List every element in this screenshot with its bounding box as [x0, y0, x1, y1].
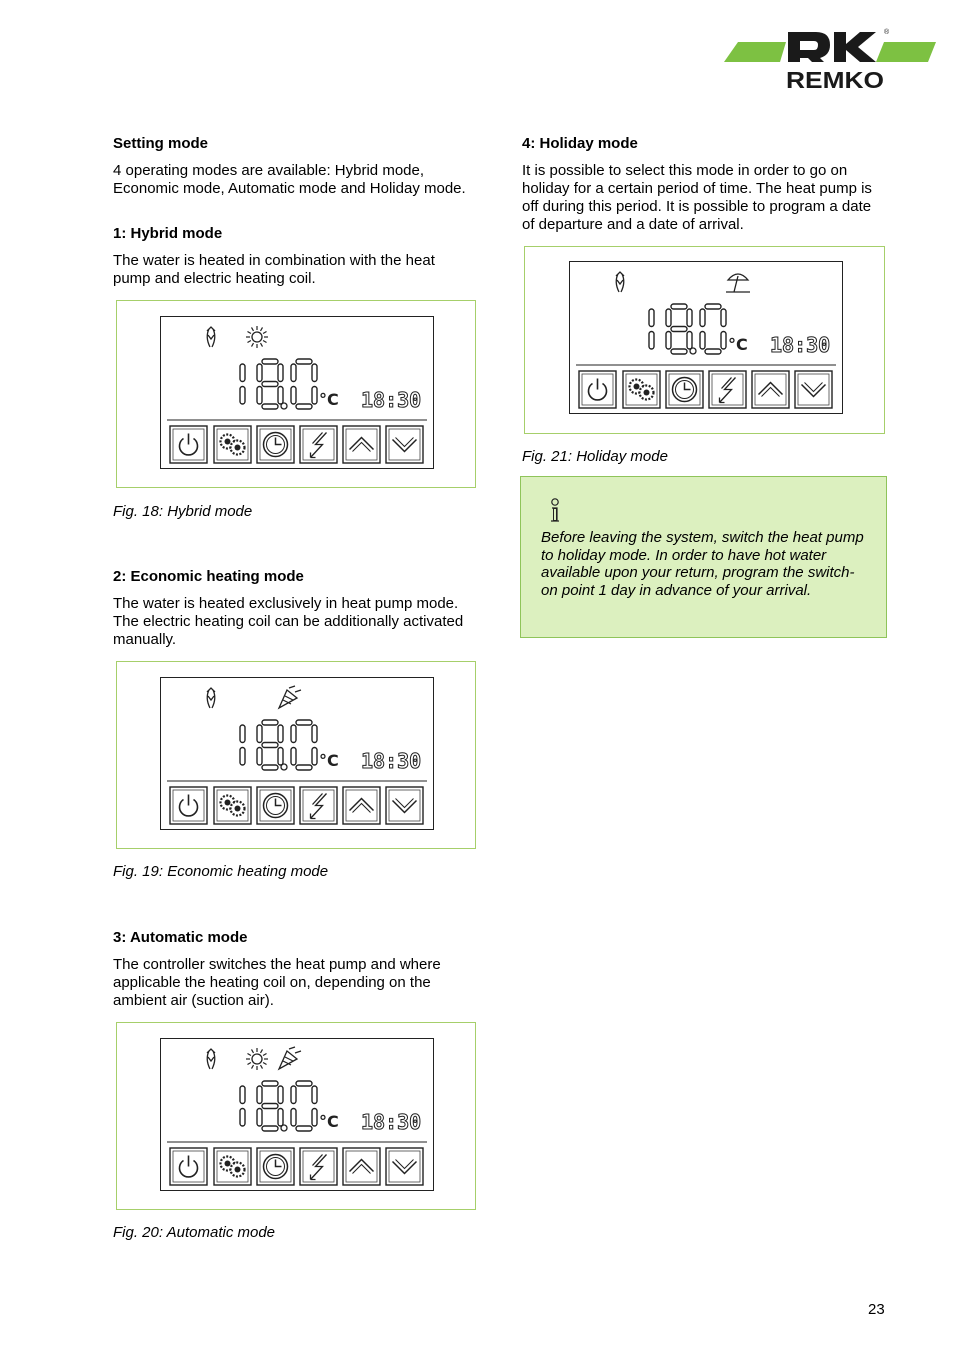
holiday-mode-heading: 4: Holiday mode [522, 135, 638, 152]
lightning-button[interactable] [300, 426, 337, 463]
fans-button[interactable] [214, 426, 251, 463]
clock-button[interactable] [666, 371, 703, 408]
info-note [520, 476, 887, 638]
clock-button[interactable] [257, 426, 294, 463]
fig18-caption: Fig. 18: Hybrid mode [113, 503, 253, 520]
fig20-caption: Fig. 20: Automatic mode [113, 1224, 276, 1241]
fig21-frame [524, 246, 885, 434]
arrow-up-button[interactable] [343, 1148, 380, 1185]
heating-coil-icon [246, 326, 268, 348]
remko-wordmark: REMKO [786, 67, 884, 93]
power-button[interactable] [170, 787, 207, 824]
temperature-readout [161, 678, 317, 770]
power-button[interactable] [579, 371, 616, 408]
arrow-down-button[interactable] [386, 426, 423, 463]
fig19-frame [116, 661, 476, 849]
fig20-frame [116, 1022, 476, 1210]
fan-mode-icon [207, 1049, 215, 1069]
fan-mode-icon [616, 272, 624, 292]
eco-leaf-icon [279, 1047, 301, 1069]
clock-readout: 18:30 [361, 749, 422, 773]
fig21-caption: Fig. 21: Holiday mode [522, 448, 668, 465]
heating-coil-icon [246, 1048, 268, 1070]
controller-display [160, 677, 434, 830]
automatic-mode-text: The controller switches the heat pump and where applicable the heating coil on, depending on the ambient air (suction air). [113, 956, 441, 1009]
fig19-caption: Fig. 19: Economic heating mode [113, 863, 329, 880]
lightning-button[interactable] [300, 787, 337, 824]
info-icon [546, 497, 564, 525]
beach-umbrella-icon [726, 274, 750, 292]
clock-readout: 18:30 [770, 333, 831, 357]
fan-mode-icon [207, 688, 215, 708]
arrow-up-button[interactable] [752, 371, 789, 408]
temperature-readout [161, 1039, 317, 1131]
power-button[interactable] [170, 426, 207, 463]
clock-button[interactable] [257, 787, 294, 824]
unit-label: °C [319, 390, 339, 409]
unit-label: °C [319, 751, 339, 770]
arrow-down-button[interactable] [795, 371, 832, 408]
fan-mode-icon [207, 327, 215, 347]
fans-button[interactable] [214, 1148, 251, 1185]
power-button[interactable] [170, 1148, 207, 1185]
setting-mode-text: 4 operating modes are available: Hybrid mode, Economic mode, Automatic mode and Holiday mode. [113, 162, 466, 197]
clock-button[interactable] [257, 1148, 294, 1185]
controller-display [160, 316, 434, 469]
hybrid-mode-heading: 1: Hybrid mode [113, 225, 223, 242]
eco-leaf-icon [279, 686, 301, 708]
holiday-mode-text: It is possible to select this mode in order to go on holiday for a certain period of time. The heat pump is off during this period. It is possible to program a date of departure and a date of arrival. [522, 162, 872, 233]
fans-button[interactable] [623, 371, 660, 408]
economic-mode-heading: 2: Economic heating mode [113, 568, 304, 585]
remko-logo [724, 28, 938, 94]
hybrid-mode-text: The water is heated in combination with the heat pump and electric heating coil. [113, 252, 435, 287]
unit-label: °C [319, 1112, 339, 1131]
info-note-text: Before leaving the system, switch the heat pump to holiday mode. In order to have hot water available upon your return, program the switch-on point 1 day in advance of your arrival. [541, 529, 864, 599]
arrow-down-button[interactable] [386, 787, 423, 824]
arrow-up-button[interactable] [343, 787, 380, 824]
economic-mode-text: The water is heated exclusively in heat pump mode. The electric heating coil can be additionally activated manually. [113, 595, 464, 648]
clock-readout: 18:30 [361, 388, 422, 412]
temperature-readout [570, 262, 726, 354]
lightning-button[interactable] [709, 371, 746, 408]
lightning-button[interactable] [300, 1148, 337, 1185]
page-number: 23 [868, 1301, 885, 1318]
temperature-readout [161, 317, 317, 409]
unit-label: °C [728, 335, 748, 354]
fans-button[interactable] [214, 787, 251, 824]
fig18-frame [116, 300, 476, 488]
svg-text:®: ® [884, 29, 890, 36]
setting-mode-heading: Setting mode [113, 135, 209, 152]
arrow-down-button[interactable] [386, 1148, 423, 1185]
arrow-up-button[interactable] [343, 426, 380, 463]
controller-display [569, 261, 843, 414]
controller-display [160, 1038, 434, 1191]
clock-readout: 18:30 [361, 1110, 422, 1134]
automatic-mode-heading: 3: Automatic mode [113, 929, 248, 946]
